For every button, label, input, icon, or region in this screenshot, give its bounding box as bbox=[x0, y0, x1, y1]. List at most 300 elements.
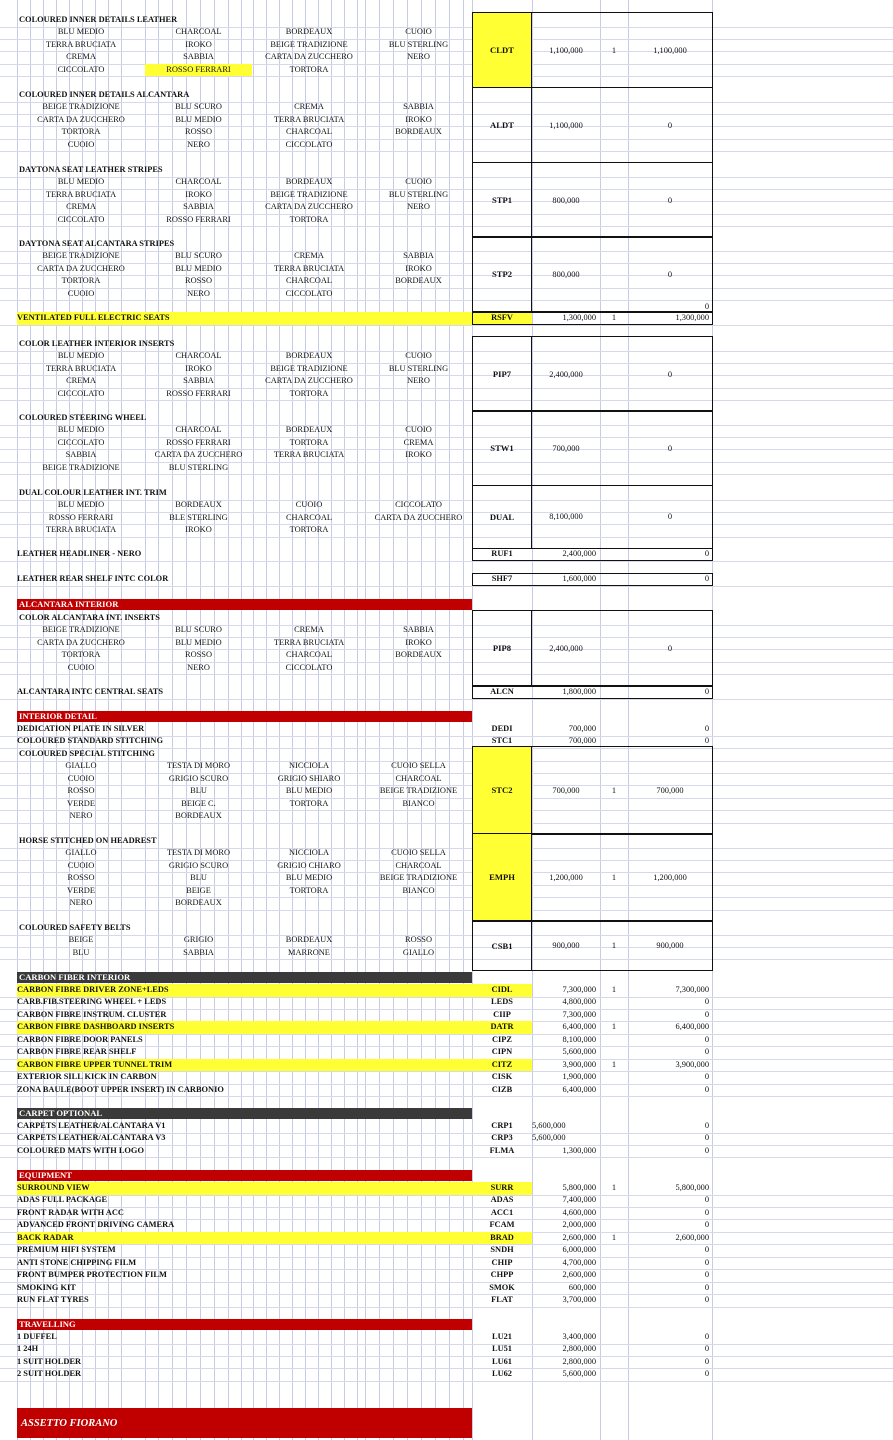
color-option[interactable]: BORDEAUX bbox=[395, 276, 442, 286]
item-label: ANTI STONE CHIPPING FILM bbox=[17, 1257, 137, 1267]
color-option[interactable]: CREMA bbox=[403, 437, 434, 447]
color-option[interactable]: GIALLO bbox=[65, 848, 97, 858]
item-total: 1,300,000 bbox=[675, 313, 709, 322]
color-option[interactable]: ROSSO bbox=[67, 786, 95, 796]
item-frame bbox=[472, 312, 713, 325]
color-option[interactable]: BEIGE bbox=[186, 885, 211, 895]
color-option[interactable]: CUOIO bbox=[405, 27, 432, 37]
color-option[interactable]: BLU SCURO bbox=[175, 625, 222, 635]
color-option[interactable]: SABBIA bbox=[183, 202, 214, 212]
option-qty[interactable] bbox=[600, 268, 628, 280]
color-option[interactable]: NERO bbox=[69, 898, 93, 908]
item-qty[interactable] bbox=[600, 1071, 628, 1084]
item-qty[interactable]: 1 bbox=[611, 1183, 617, 1192]
color-option[interactable]: ROSSO bbox=[185, 127, 212, 137]
item-price: 6,400,000 bbox=[562, 1084, 596, 1094]
color-option[interactable]: VERDE bbox=[67, 798, 95, 808]
item-price: 1,600,000 bbox=[562, 574, 596, 583]
color-option[interactable]: BLU MEDIO bbox=[57, 351, 105, 361]
color-option[interactable]: NICCIOLA bbox=[288, 761, 329, 771]
color-option[interactable]: BIANCO bbox=[402, 798, 435, 808]
item-label: ALCANTARA INTC CENTRAL SEATS bbox=[17, 687, 164, 696]
color-option[interactable]: CARTA DA ZUCCHERO bbox=[37, 263, 125, 273]
item-price: 5,600,000 bbox=[532, 1121, 566, 1130]
color-option[interactable]: IROKO bbox=[185, 39, 212, 49]
color-option[interactable]: CUOIO SELLA bbox=[391, 848, 446, 858]
color-option[interactable]: NERO bbox=[187, 662, 210, 672]
color-option[interactable]: BLU STERLING bbox=[388, 363, 449, 373]
color-option[interactable]: CICCOLATO bbox=[57, 388, 105, 398]
item-code[interactable]: SMOK bbox=[489, 1282, 515, 1292]
color-option[interactable]: TERRA BRUCIATA bbox=[273, 637, 345, 647]
item-price: 3,900,000 bbox=[562, 1059, 596, 1069]
item-price: 4,800,000 bbox=[562, 997, 596, 1007]
option-qty[interactable]: 1 bbox=[611, 872, 617, 882]
color-option[interactable]: CICCOLATO bbox=[57, 64, 105, 74]
color-option[interactable] bbox=[365, 897, 472, 910]
color-option[interactable]: IROKO bbox=[405, 450, 432, 460]
color-option[interactable] bbox=[253, 462, 365, 475]
item-code[interactable]: CISK bbox=[491, 1072, 513, 1082]
color-option[interactable] bbox=[365, 288, 472, 301]
item-qty[interactable] bbox=[600, 1046, 628, 1059]
color-option[interactable]: BEIGE C. bbox=[181, 798, 216, 808]
color-option[interactable]: ROSSO bbox=[185, 650, 212, 660]
color-option[interactable]: ROSSO FERRARI bbox=[166, 437, 231, 447]
color-option[interactable]: TESTA DI MORO bbox=[166, 761, 231, 771]
color-option[interactable] bbox=[365, 462, 472, 475]
color-option[interactable]: GRIGIO SHIARO bbox=[277, 773, 341, 783]
item-qty[interactable] bbox=[600, 1269, 628, 1282]
table-row bbox=[0, 524, 893, 538]
item-qty[interactable] bbox=[600, 1282, 628, 1295]
color-option[interactable]: CHARCOAL bbox=[175, 425, 222, 435]
color-option[interactable]: CUOIO bbox=[405, 177, 432, 187]
color-option[interactable]: BEIGE TRADIZIONE bbox=[270, 363, 348, 373]
color-option[interactable] bbox=[365, 64, 472, 77]
color-option[interactable]: BEIGE TRADIZIONE bbox=[270, 39, 348, 49]
color-option[interactable]: TORTORA bbox=[61, 127, 101, 137]
item-label: CARPETS LEATHER/ALCANTARA V3 bbox=[17, 1133, 166, 1143]
color-option[interactable]: GIALLO bbox=[65, 761, 97, 771]
item-code[interactable]: CIZB bbox=[491, 1084, 513, 1094]
item-code[interactable]: CIPN bbox=[491, 1047, 513, 1057]
color-option[interactable]: CUOIO bbox=[67, 773, 95, 783]
color-option[interactable]: NERO bbox=[187, 288, 210, 298]
color-option[interactable]: SABBIA bbox=[403, 251, 434, 261]
item-qty[interactable]: 1 bbox=[611, 313, 617, 322]
color-option[interactable]: IROKO bbox=[185, 189, 212, 199]
color-option[interactable]: BLU MEDIO bbox=[57, 27, 105, 37]
color-option[interactable]: TESTA DI MORO bbox=[166, 848, 231, 858]
item-qty[interactable]: 1 bbox=[611, 1059, 617, 1069]
item-code[interactable]: FCAM bbox=[489, 1220, 515, 1230]
color-option[interactable]: BEIGE bbox=[68, 935, 94, 945]
color-option[interactable]: NERO bbox=[407, 52, 430, 62]
color-option[interactable] bbox=[365, 662, 472, 675]
color-option[interactable]: CUOIO SELLA bbox=[391, 761, 446, 771]
item-code[interactable]: RSFV bbox=[472, 312, 532, 325]
option-qty[interactable] bbox=[600, 119, 628, 131]
item-code[interactable]: ADAS bbox=[490, 1195, 514, 1205]
table-row bbox=[0, 573, 893, 587]
item-qty[interactable] bbox=[600, 996, 628, 1009]
color-option[interactable]: IROKO bbox=[405, 114, 432, 124]
color-option[interactable] bbox=[365, 810, 472, 823]
item-qty[interactable] bbox=[600, 1219, 628, 1232]
section-title: COLOR ALCANTARA INT. INSERTS bbox=[19, 613, 160, 622]
item-total: 0 bbox=[704, 1047, 709, 1057]
color-option[interactable]: BEIGE TRADIZIONE bbox=[270, 189, 348, 199]
option-code[interactable]: STW1 bbox=[472, 410, 532, 486]
option-total: 0 bbox=[667, 120, 673, 130]
color-option[interactable]: CICCOLATO bbox=[285, 288, 333, 298]
color-option[interactable]: BLU MEDIO bbox=[57, 177, 105, 187]
color-option[interactable]: BEIGE TRADIZIONE bbox=[379, 873, 458, 883]
color-option[interactable]: IROKO bbox=[185, 525, 212, 535]
color-option[interactable]: SABBIA bbox=[183, 947, 214, 957]
color-option[interactable]: NERO bbox=[407, 202, 430, 212]
color-option[interactable]: GRIGIO SCURO bbox=[168, 860, 229, 870]
item-code[interactable]: FLMA bbox=[489, 1145, 515, 1155]
color-option[interactable]: NERO bbox=[69, 811, 93, 821]
item-label: SURROUND VIEW bbox=[17, 1182, 472, 1195]
option-code[interactable]: DUAL bbox=[472, 485, 532, 549]
color-option[interactable]: SABBIA bbox=[183, 52, 214, 62]
color-option[interactable]: BORDEAUX bbox=[395, 127, 442, 137]
color-option[interactable]: BORDEAUX bbox=[285, 351, 333, 361]
color-option[interactable] bbox=[365, 524, 472, 537]
color-option[interactable]: TORTORA bbox=[289, 798, 329, 808]
item-label: RUN FLAT TYRES bbox=[17, 1295, 89, 1305]
table-row bbox=[0, 1294, 893, 1308]
option-qty[interactable]: 1 bbox=[611, 941, 617, 951]
item-total: 0 bbox=[704, 1270, 709, 1280]
color-option[interactable]: BLU STERLING bbox=[388, 189, 449, 199]
color-option[interactable]: CICCOLATO bbox=[57, 437, 105, 447]
color-option[interactable]: BORDEAUX bbox=[285, 425, 333, 435]
table-row bbox=[0, 662, 893, 676]
color-option[interactable]: CHARCOAL bbox=[285, 512, 333, 522]
color-option[interactable]: BORDEAUX bbox=[395, 650, 442, 660]
color-option[interactable]: NERO bbox=[407, 376, 430, 386]
color-option[interactable]: BLE STERLING bbox=[169, 512, 228, 522]
color-option[interactable]: BLU bbox=[72, 947, 90, 957]
color-option[interactable]: CICCOLATO bbox=[57, 214, 105, 224]
color-option[interactable]: CREMA bbox=[294, 625, 324, 635]
item-qty[interactable] bbox=[600, 1294, 628, 1307]
section-title: DAYTONA SEAT LEATHER STRIPES bbox=[19, 165, 163, 174]
color-option[interactable]: BORDEAUX bbox=[175, 811, 222, 821]
option-qty[interactable] bbox=[600, 642, 628, 654]
color-option[interactable]: GRIGIO bbox=[183, 935, 214, 945]
section-title: HORSE STITCHED ON HEADREST bbox=[19, 836, 157, 845]
color-option[interactable]: ROSSO FERRARI bbox=[166, 214, 231, 224]
color-option[interactable]: ROSSO bbox=[185, 276, 212, 286]
color-option[interactable]: IROKO bbox=[405, 263, 432, 273]
color-option[interactable] bbox=[365, 139, 472, 152]
option-code[interactable]: CSB1 bbox=[472, 920, 532, 971]
color-option[interactable]: BLU bbox=[190, 873, 207, 883]
color-option[interactable]: CHARCOAL bbox=[395, 773, 442, 783]
color-option[interactable]: TERRA BRUCIATA bbox=[45, 39, 117, 49]
option-qty[interactable] bbox=[600, 442, 628, 454]
color-option[interactable]: CHARCOAL bbox=[175, 351, 222, 361]
color-option[interactable]: BEIGE TRADIZIONE bbox=[42, 462, 120, 472]
option-total: 900,000 bbox=[656, 941, 684, 951]
item-label: COLOURED STANDARD STITCHING bbox=[17, 736, 163, 745]
item-total: 6,400,000 bbox=[675, 1022, 709, 1032]
color-option[interactable]: CHARCOAL bbox=[285, 650, 333, 660]
section-title: DAYTONA SEAT ALCANTARA STRIPES bbox=[19, 239, 175, 248]
table-row bbox=[0, 1145, 893, 1159]
item-price: 4,700,000 bbox=[562, 1257, 596, 1267]
color-option[interactable]: CHARCOAL bbox=[175, 177, 222, 187]
color-option[interactable]: BLU STERLING bbox=[168, 462, 229, 472]
item-qty[interactable]: 1 bbox=[611, 985, 617, 994]
color-option[interactable]: BLU MEDIO bbox=[175, 114, 222, 124]
table-row bbox=[0, 214, 893, 228]
option-code[interactable]: STC2 bbox=[472, 746, 532, 835]
item-label: VENTILATED FULL ELECTRIC SEATS bbox=[17, 312, 472, 325]
color-option[interactable]: CICCOLATO bbox=[395, 500, 442, 510]
color-option[interactable]: BEIGE TRADIZIONE bbox=[42, 102, 120, 112]
color-option[interactable]: SABBIA bbox=[183, 376, 214, 386]
color-option[interactable]: CREMA bbox=[66, 202, 96, 212]
color-option[interactable]: TORTORA bbox=[289, 388, 329, 398]
item-total: 0 bbox=[704, 1344, 709, 1354]
item-label: BACK RADAR bbox=[17, 1232, 472, 1245]
item-code[interactable]: ACC1 bbox=[490, 1207, 514, 1217]
option-code[interactable]: ALDT bbox=[472, 87, 532, 163]
color-option[interactable]: CHARCOAL bbox=[175, 27, 222, 37]
color-option[interactable]: BLU MEDIO bbox=[175, 637, 222, 647]
item-qty[interactable] bbox=[600, 1244, 628, 1257]
option-code[interactable]: PIP7 bbox=[472, 336, 532, 412]
color-option[interactable]: ROSSO bbox=[67, 873, 95, 883]
section-band: TRAVELLING bbox=[17, 1319, 472, 1330]
color-option[interactable]: BORDEAUX bbox=[285, 27, 333, 37]
section-band: CARBON FIBER INTERIOR bbox=[17, 972, 472, 983]
option-price: 800,000 bbox=[552, 269, 580, 279]
color-option[interactable]: VERDE bbox=[67, 885, 95, 895]
option-code[interactable]: EMPH bbox=[472, 833, 532, 922]
color-option[interactable]: CUOIO bbox=[67, 288, 95, 298]
color-option[interactable]: BIANCO bbox=[402, 885, 435, 895]
item-code[interactable]: CHPP bbox=[490, 1270, 514, 1280]
item-code[interactable]: SHF7 bbox=[491, 574, 513, 583]
item-code[interactable]: CIPZ bbox=[491, 1034, 512, 1044]
color-option[interactable]: CHARCOAL bbox=[395, 860, 442, 870]
color-option[interactable]: BORDEAUX bbox=[175, 500, 222, 510]
color-option[interactable]: ROSSO bbox=[405, 935, 432, 945]
color-option[interactable]: TERRA BRUCIATA bbox=[45, 363, 117, 373]
option-qty[interactable] bbox=[600, 368, 628, 380]
item-qty[interactable] bbox=[600, 1257, 628, 1270]
item-frame bbox=[472, 686, 713, 699]
item-label: ADAS FULL PACKAGE bbox=[17, 1195, 108, 1205]
color-option[interactable]: BEIGE TRADIZIONE bbox=[379, 786, 458, 796]
item-code[interactable]: LU51 bbox=[491, 1344, 512, 1354]
option-code[interactable]: PIP8 bbox=[472, 610, 532, 686]
color-option[interactable]: CUOIO bbox=[405, 425, 432, 435]
option-code[interactable]: CLDT bbox=[472, 12, 532, 88]
color-option[interactable] bbox=[365, 214, 472, 227]
option-code[interactable]: STP2 bbox=[472, 236, 532, 312]
table-row bbox=[0, 548, 893, 562]
item-code[interactable]: SNDH bbox=[490, 1245, 514, 1255]
item-code[interactable]: LEDS bbox=[491, 997, 513, 1007]
color-option[interactable]: TERRA BRUCIATA bbox=[45, 189, 117, 199]
color-option[interactable]: TERRA BRUCIATA bbox=[273, 114, 345, 124]
color-option[interactable]: NERO bbox=[187, 139, 210, 149]
color-option[interactable]: TORTORA bbox=[61, 650, 101, 660]
item-total: 0 bbox=[704, 1195, 709, 1205]
color-option[interactable]: BLU STERLING bbox=[388, 39, 449, 49]
color-option[interactable]: SABBIA bbox=[403, 625, 434, 635]
color-option[interactable]: BLU MEDIO bbox=[285, 786, 333, 796]
section-title: COLOURED SPECIAL STITCHING bbox=[19, 749, 155, 758]
color-option[interactable]: CREMA bbox=[294, 251, 324, 261]
item-code[interactable]: LU21 bbox=[491, 1332, 512, 1341]
option-total: 0 bbox=[667, 512, 673, 522]
item-code[interactable]: LU61 bbox=[491, 1356, 512, 1366]
color-option[interactable]: CREMA bbox=[66, 376, 96, 386]
color-option[interactable]: ROSSO FERRARI bbox=[166, 388, 231, 398]
color-option[interactable]: BLU SCURO bbox=[175, 102, 222, 112]
item-code[interactable]: STC1 bbox=[491, 736, 513, 745]
color-option[interactable]: IROKO bbox=[185, 363, 212, 373]
color-option[interactable]: TERRA BRUCIATA bbox=[273, 263, 345, 273]
item-code[interactable]: CIDL bbox=[472, 984, 532, 997]
color-option[interactable] bbox=[365, 388, 472, 401]
item-frame bbox=[472, 548, 713, 561]
color-option[interactable]: CUOIO bbox=[67, 662, 95, 672]
color-option[interactable]: SABBIA bbox=[403, 102, 434, 112]
item-total: 0 bbox=[704, 549, 709, 558]
color-option[interactable]: GRIGIO SCURO bbox=[168, 773, 229, 783]
item-code[interactable]: CIIP bbox=[493, 1009, 511, 1019]
item-total: 0 bbox=[704, 1282, 709, 1292]
item-code[interactable]: CHIP bbox=[491, 1257, 513, 1267]
item-code[interactable]: LU62 bbox=[491, 1369, 512, 1379]
color-option[interactable]: GIALLO bbox=[402, 947, 435, 957]
option-qty[interactable] bbox=[600, 194, 628, 206]
option-qty[interactable]: 1 bbox=[611, 45, 617, 55]
item-qty[interactable] bbox=[600, 1194, 628, 1207]
color-option[interactable]: ROSSO FERRARI bbox=[145, 64, 252, 77]
color-option[interactable]: TERRA BRUCIATA bbox=[45, 525, 117, 535]
color-option[interactable]: CREMA bbox=[66, 52, 96, 62]
color-option[interactable]: CUOIO bbox=[295, 500, 323, 510]
table-row bbox=[0, 288, 893, 302]
option-qty[interactable]: 1 bbox=[611, 785, 617, 795]
item-qty[interactable] bbox=[600, 1009, 628, 1022]
item-code[interactable]: RUF1 bbox=[491, 549, 513, 558]
item-code[interactable]: DEDI bbox=[491, 724, 513, 733]
color-option[interactable]: SABBIA bbox=[65, 450, 97, 460]
item-code[interactable]: CITZ bbox=[472, 1059, 532, 1072]
color-option[interactable]: CARTA DA ZUCCHERO bbox=[37, 637, 125, 647]
item-code[interactable]: BRAD bbox=[472, 1232, 532, 1245]
color-option[interactable]: CREMA bbox=[294, 102, 324, 112]
color-option[interactable]: TORTORA bbox=[289, 437, 329, 447]
color-option[interactable]: MARRONE bbox=[288, 947, 330, 957]
color-option[interactable] bbox=[253, 897, 365, 910]
color-option[interactable]: BLU MEDIO bbox=[285, 873, 333, 883]
item-code[interactable]: ALCN bbox=[490, 687, 514, 696]
color-option[interactable]: CUOIO bbox=[67, 139, 95, 149]
color-option[interactable]: IROKO bbox=[405, 637, 432, 647]
color-option[interactable]: CARTA DA ZUCCHERO bbox=[265, 202, 353, 212]
color-option[interactable]: TORTORA bbox=[289, 885, 329, 895]
color-option[interactable]: CARTA DA ZUCCHERO bbox=[154, 450, 243, 460]
color-option[interactable]: TORTORA bbox=[289, 64, 329, 74]
color-option[interactable]: NICCIOLA bbox=[288, 848, 329, 858]
color-option[interactable]: CHARCOAL bbox=[285, 276, 333, 286]
color-option[interactable] bbox=[253, 810, 365, 823]
color-option[interactable]: BORDEAUX bbox=[175, 898, 222, 908]
item-total: 5,800,000 bbox=[675, 1183, 709, 1192]
item-qty[interactable]: 1 bbox=[611, 1022, 617, 1032]
item-qty[interactable]: 1 bbox=[611, 1232, 617, 1242]
color-option[interactable]: CUOIO bbox=[405, 351, 432, 361]
color-option[interactable]: CARTA DA ZUCCHERO bbox=[265, 376, 353, 386]
color-option[interactable]: CICCOLATO bbox=[285, 662, 333, 672]
color-option[interactable]: BEIGE TRADIZIONE bbox=[42, 625, 120, 635]
option-code[interactable]: STP1 bbox=[472, 162, 532, 238]
item-qty[interactable] bbox=[600, 1084, 628, 1097]
item-code[interactable]: SURR bbox=[472, 1182, 532, 1195]
color-option[interactable]: TORTORA bbox=[61, 276, 101, 286]
item-qty[interactable] bbox=[600, 1207, 628, 1220]
item-total: 0 bbox=[704, 1220, 709, 1230]
color-option[interactable]: CHARCOAL bbox=[285, 127, 333, 137]
color-option[interactable]: TORTORA bbox=[289, 214, 329, 224]
color-option[interactable]: BLU MEDIO bbox=[175, 263, 222, 273]
color-option[interactable]: CARTA DA ZUCCHERO bbox=[265, 52, 353, 62]
section-title: COLOURED STEERING WHEEL bbox=[19, 413, 147, 422]
item-total: 0 bbox=[704, 1295, 709, 1305]
item-price: 5,600,000 bbox=[562, 1047, 596, 1057]
option-total: 0 bbox=[667, 195, 673, 205]
section-title: COLOURED SAFETY BELTS bbox=[19, 923, 131, 932]
color-option[interactable]: ROSSO FERRARI bbox=[48, 512, 114, 522]
assetto-fiorano-band: ASSETTO FIORANO bbox=[17, 1408, 472, 1438]
color-option[interactable]: CARTA DA ZUCCHERO bbox=[37, 114, 125, 124]
color-option[interactable]: BLU MEDIO bbox=[57, 425, 105, 435]
item-total: 0 bbox=[704, 1072, 709, 1082]
color-option[interactable]: CUOIO bbox=[67, 860, 95, 870]
color-option[interactable]: BEIGE TRADIZIONE bbox=[42, 251, 120, 261]
color-option[interactable]: TERRA BRUCIATA bbox=[273, 450, 345, 460]
option-qty[interactable] bbox=[600, 511, 628, 523]
item-code[interactable]: FLAT bbox=[491, 1295, 513, 1305]
color-option[interactable]: BORDEAUX bbox=[285, 177, 333, 187]
color-option[interactable]: BLU SCURO bbox=[175, 251, 222, 261]
color-option[interactable]: CICCOLATO bbox=[285, 139, 333, 149]
item-code[interactable]: CRP1 bbox=[491, 1121, 513, 1130]
item-code[interactable]: DATR bbox=[472, 1021, 532, 1034]
color-option[interactable]: BLU MEDIO bbox=[57, 500, 105, 510]
color-option[interactable]: BORDEAUX bbox=[285, 935, 333, 945]
color-option[interactable]: TORTORA bbox=[289, 525, 329, 535]
color-option[interactable]: CARTA DA ZUCCHERO bbox=[374, 512, 463, 522]
color-option[interactable]: BLU bbox=[190, 786, 207, 796]
item-code[interactable]: CRP3 bbox=[491, 1133, 513, 1143]
item-qty[interactable] bbox=[600, 1034, 628, 1047]
color-option[interactable]: GRIGIO CHIARO bbox=[277, 860, 341, 870]
